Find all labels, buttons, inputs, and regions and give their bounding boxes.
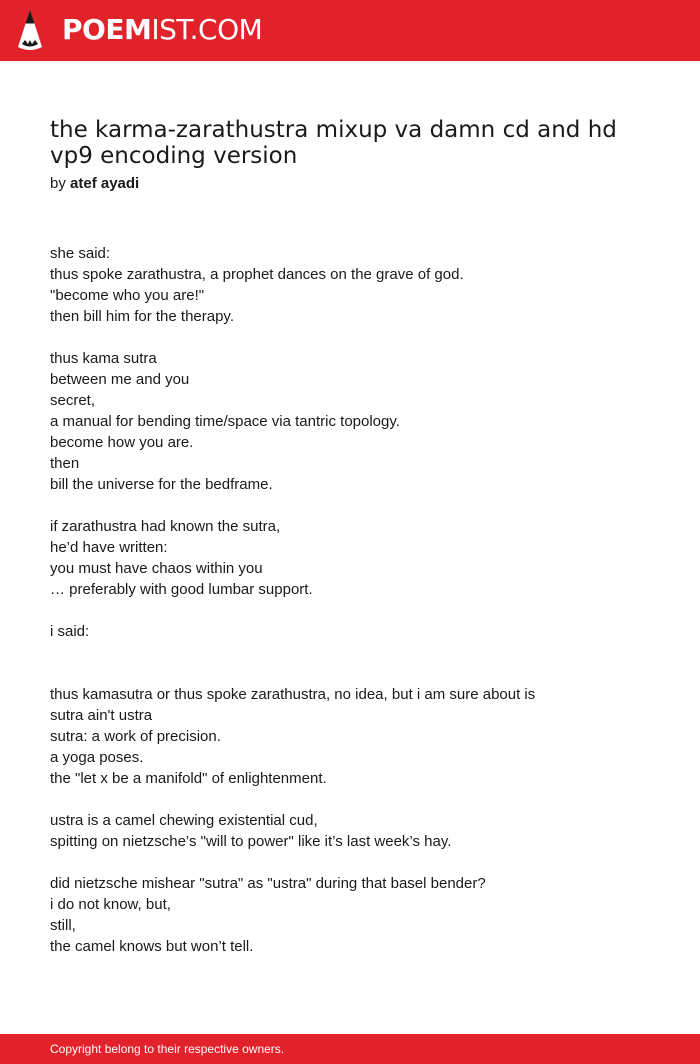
- poem-line: "become who you are!": [50, 287, 205, 304]
- logo-light-text: IST.COM: [151, 13, 263, 46]
- copyright-notice: Copyright belong to their respective owners.: [50, 1042, 285, 1056]
- poem-line: spitting on nietzsche’s "will to power" like it’s last week’s hay.: [50, 833, 452, 850]
- pencil-tip-icon[interactable]: [17, 9, 43, 51]
- poem-line: [50, 852, 660, 873]
- site-logo[interactable]: [62, 12, 262, 48]
- logo-bold-text: POEM: [62, 13, 152, 46]
- poem-line: [50, 663, 660, 684]
- poem-line: become how you are.: [50, 434, 194, 451]
- poem-line: sutra: a work of precision.: [50, 728, 221, 745]
- poem-line: sutra ain't ustra: [50, 707, 153, 724]
- poem-line: then: [50, 455, 80, 472]
- site-footer: [0, 1034, 700, 1064]
- poem-body: [50, 243, 660, 957]
- poem-line: you must have chaos within you: [50, 560, 263, 577]
- poem-line: between me and you: [50, 371, 190, 388]
- poem-line: the camel knows but won’t tell.: [50, 938, 254, 955]
- poem-line: she said:: [50, 245, 111, 262]
- poem-line: did nietzsche mishear "sutra" as "ustra" during that basel bender?: [50, 875, 486, 892]
- poem-line: he’d have written:: [50, 539, 168, 556]
- author-name[interactable]: atef ayadi: [70, 175, 140, 192]
- poem-title: the karma-zarathustra mixup va damn cd and hd vp9 encoding version: [50, 117, 617, 169]
- poem-line: [50, 642, 660, 663]
- poem-line: a manual for bending time/space via tantric topology.: [50, 413, 400, 430]
- poem-line: if zarathustra had known the sutra,: [50, 518, 281, 535]
- by-label: by: [50, 175, 66, 192]
- byline: [50, 173, 139, 195]
- poem-line: thus kamasutra or thus spoke zarathustra, no idea, but i am sure about is: [50, 686, 536, 703]
- poem-line: still,: [50, 917, 76, 934]
- poem-line: thus kama sutra: [50, 350, 157, 367]
- poem-line: the "let x be a manifold" of enlightenment.: [50, 770, 327, 787]
- poem-line: i said:: [50, 623, 90, 640]
- poem-line: … preferably with good lumbar support.: [50, 581, 313, 598]
- poem-line: secret,: [50, 392, 96, 409]
- poem-line: a yoga poses.: [50, 749, 144, 766]
- poem-line: thus spoke zarathustra, a prophet dances on the grave of god.: [50, 266, 464, 283]
- poem-line: [50, 327, 660, 348]
- poem-line: bill the universe for the bedframe.: [50, 476, 273, 493]
- poem-line: [50, 495, 660, 516]
- poem-line: then bill him for the therapy.: [50, 308, 234, 325]
- site-header: [0, 0, 700, 61]
- poem-line: ustra is a camel chewing existential cud,: [50, 812, 318, 829]
- poem-line: [50, 789, 660, 810]
- poem-line: [50, 600, 660, 621]
- poem-line: i do not know, but,: [50, 896, 171, 913]
